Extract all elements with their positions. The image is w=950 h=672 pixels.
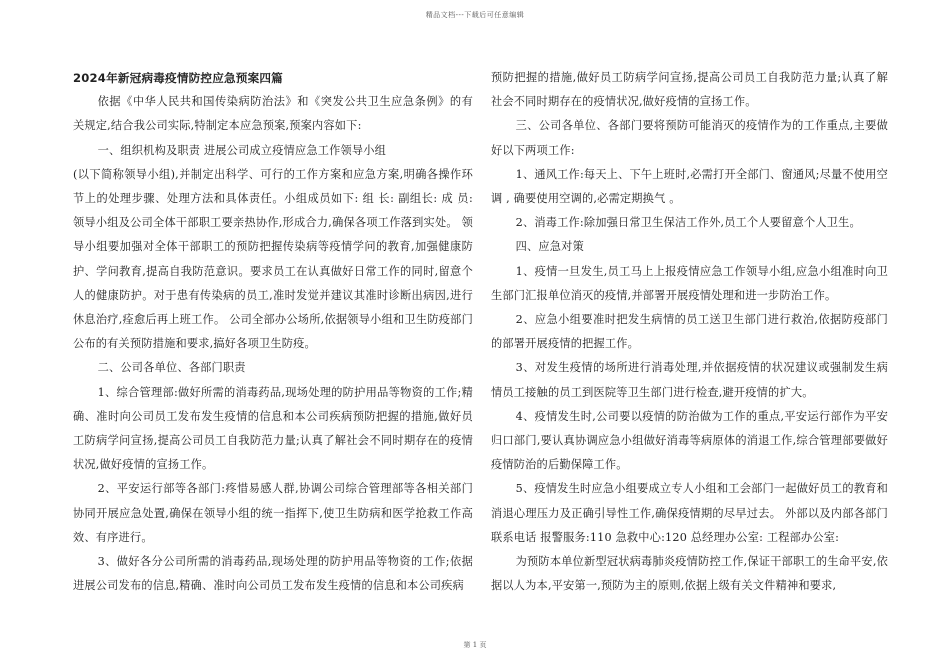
- paragraph: 2、应急小组要准时把发生病情的员工送卫生部门进行救治,依据防疫部门的部署开展疫情的把握工作。: [491, 313, 888, 351]
- paragraph: 四、应急对策: [515, 240, 584, 254]
- paragraph: 1、综合管理部:做好所需的消毒药品,现场处理的防护用品等物资的工作;精确、准时向公司员工发布发生疫情的信息和本公司疾病预防把握的措施,做好员工防病学问宣扬,提高公司员工自我防范力量;认真了解社会不同时期存在的疫情状况,做好疫情的宣扬工作。: [73, 385, 473, 472]
- paragraph: 5、疫情发生时应急小组要成立专人小组和工会部门一起做好员工的教育和消退心理压力及正确引导性工作,确保疫情期的尽早过去。 外部以及内部各部门联系电话 报警服务:110 急救中心:120 总经理办公室: 工程部办公室:: [491, 482, 888, 544]
- left-paragraphs: [73, 90, 473, 598]
- paragraph: 预防把握的措施,做好员工防病学问宣扬,提高公司员工自我防范力量;认真了解社会不同时期存在的疫情状况,做好疫情的宣扬工作。: [491, 71, 888, 109]
- paragraph: 1、疫情一旦发生,员工马上上报疫情应急工作领导小组,应急小组准时向卫生部门汇报单位消灭的疫情,并部署开展疫情处理和进一步防治工作。: [491, 264, 888, 302]
- paragraph: 4、疫情发生时,公司要以疫情的防治做为工作的重点,平安运行部作为平安归口部门,要认真协调应急小组做好消毒等病原体的消退工作,综合管理部要做好疫情防治的后勤保障工作。: [491, 409, 888, 472]
- paragraph: (以下简称领导小组),并制定出科学、可行的工作方案和应急方案,明确各操作环节上的处理步骤、处理方法和具体责任。小组成员如下: 组 长: 副组长: 成 员: 领导小组及公司全体干部职工要亲热协作,形成合力,确保各项工作落到实处。 领导小组要加强对全体干部职工的预防把握传染病等疫情学问的教育,加强健康防护、学问教育,提高自我防范意识。要求员工在认真做好日常工作的同时,留意个人的健康防护。对于患有传染病的员工,准时发觉并建议其准时诊断出病因,进行休息治疗,痊愈后再上班工作。 公司全部办公场所,依据领导小组和卫生防疫部门公布的有关预防措施和要求,搞好各项卫生防疫。: [73, 167, 473, 351]
- paragraph: 三、公司各单位、各部门要将预防可能消灭的疫情作为的工作重点,主要做好以下两项工作:: [491, 119, 888, 157]
- paragraph: 二、公司各单位、各部门职责: [97, 361, 246, 375]
- paragraph: 一、组织机构及职责 进展公司成立疫情应急工作领导小组: [97, 143, 387, 157]
- paragraph: 3、做好各分公司所需的消毒药品,现场处理的防护用品等物资的工作;依据进展公司发布的信息,精确、准时向公司员工发布发生疫情的信息和本公司疾病: [73, 555, 473, 593]
- paragraph: 2、平安运行部等各部门:疼惜易感人群,协调公司综合管理部等各相关部门协同开展应急处置,确保在领导小组的统一指挥下,使卫生防病和医学抢救工作高效、有序进行。: [73, 482, 473, 544]
- right-paragraphs: [491, 66, 888, 598]
- paragraph: 为预防本单位新型冠状病毒肺炎疫情防控工作,保证干部职工的生命平安,依据以人为本,平安第一,预防为主的原则,依据上级有关文件精神和要求,: [491, 555, 888, 593]
- paragraph: 依据《中华人民共和国传染病防治法》和《突发公共卫生应急条例》的有关规定,结合我公司实际,特制定本应急预案,预案内容如下:: [73, 95, 473, 133]
- left-column: [73, 66, 473, 598]
- paragraph: 3、对发生疫情的场所进行消毒处理,并依据疫情的状况建议或强制发生病情员工接触的员工到医院等卫生部门进行检查,避开疫情的扩大。: [491, 361, 888, 399]
- page-footer: 第 1 页: [463, 641, 487, 649]
- paragraph: 1、通风工作:每天上、下午上班时,必需打开全部门、窗通风;尽量不使用空调 , 确要使用空调的,必需定期换气 。: [491, 167, 888, 206]
- page-header: 精品文档---下载后可任意编辑: [425, 11, 525, 19]
- right-column: [491, 66, 888, 598]
- document-title: 2024年新冠病毒疫情防控应急预案四篇: [73, 71, 283, 85]
- paragraph: 2、消毒工作:除加强日常卫生保洁工作外,员工个人要留意个人卫生。: [515, 216, 861, 230]
